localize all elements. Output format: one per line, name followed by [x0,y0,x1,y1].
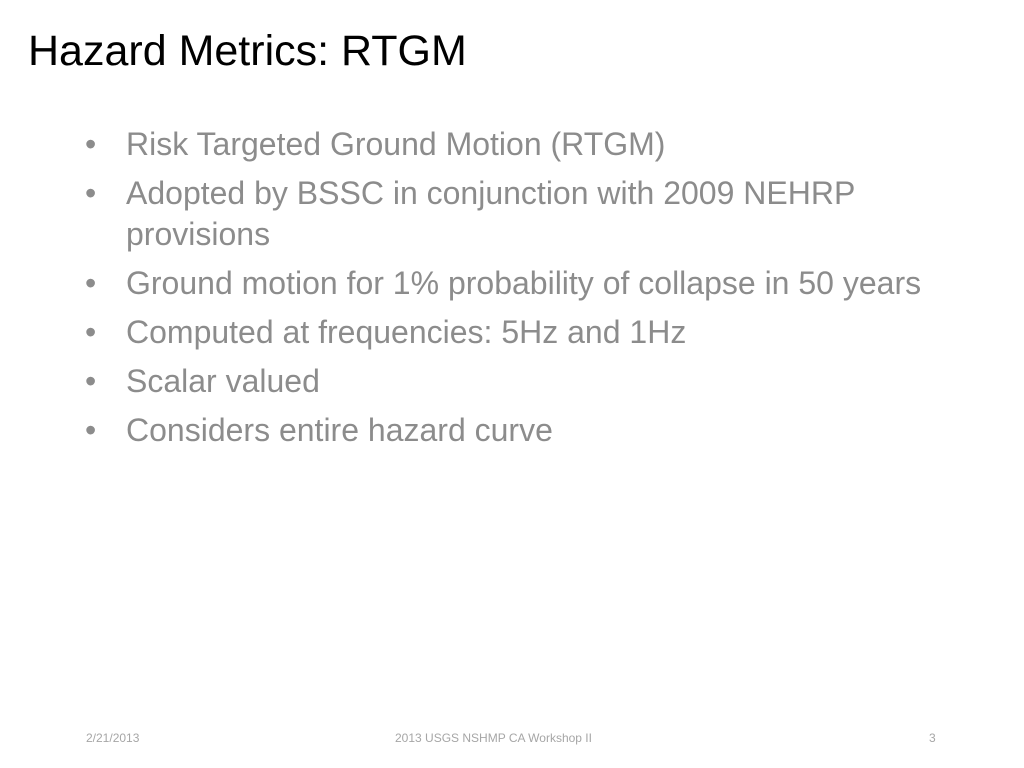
bullet-text: Considers entire hazard curve [126,412,553,448]
bullet-text: Ground motion for 1% probability of collapse in 50 years [126,265,922,301]
bullet-dot: • [85,126,97,162]
bullet-text: Scalar valued [126,363,320,399]
bullet-dot: • [85,265,97,301]
bullet-item [85,124,945,165]
bullet-item [85,361,945,402]
bullet-list [85,124,945,459]
bullet-item [85,410,945,451]
bullet-item [85,263,945,304]
slide-title: Hazard Metrics: RTGM [28,27,467,75]
bullet-dot: • [85,412,97,448]
bullet-text: Computed at frequencies: 5Hz and 1Hz [126,314,687,350]
footer-page-number: 3 [929,731,936,745]
bullet-dot: • [85,175,97,211]
footer-workshop-title: 2013 USGS NSHMP CA Workshop II [395,731,592,745]
footer-date: 2/21/2013 [86,731,140,745]
bullet-item [85,312,945,353]
bullet-dot: • [85,314,97,350]
bullet-dot: • [85,363,97,399]
bullet-text: Risk Targeted Ground Motion (RTGM) [126,126,666,162]
bullet-item [85,173,945,255]
bullet-text: Adopted by BSSC in conjunction with 2009 NEHRP provisions [126,175,855,252]
